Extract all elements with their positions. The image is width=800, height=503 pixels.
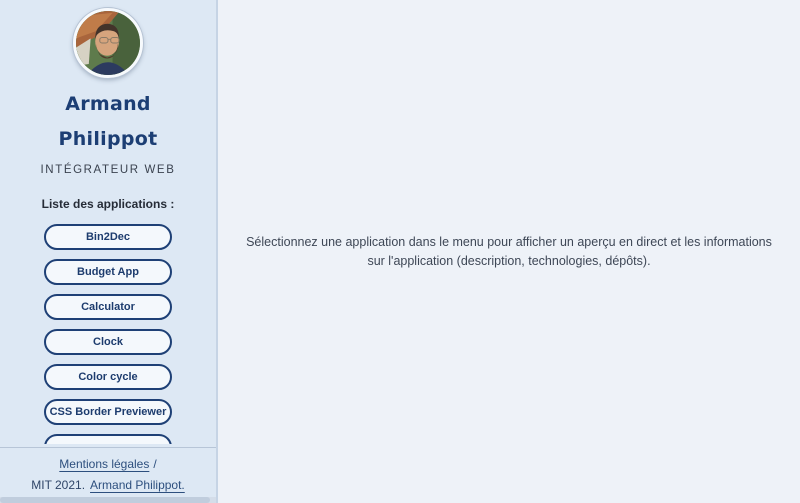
legal-line (0, 457, 216, 471)
main-panel (218, 0, 800, 503)
app-button[interactable]: CSS Border Previewer (44, 399, 172, 425)
license-text: MIT 2021. (31, 478, 86, 492)
app-button[interactable]: Clock (44, 329, 172, 355)
horizontal-scrollbar[interactable] (0, 497, 216, 503)
sidebar-footer (0, 447, 216, 503)
avatar (73, 8, 143, 78)
sidebar (0, 0, 218, 503)
profile-first-name: Armand (65, 93, 151, 115)
license-line (0, 478, 216, 492)
apps-list-heading: Liste des applications : (41, 197, 175, 211)
app-button-partial[interactable] (44, 434, 172, 444)
apps-nav (44, 224, 172, 444)
app-button-partial-pill[interactable] (44, 434, 172, 444)
app-button[interactable]: Calculator (44, 294, 172, 320)
avatar-portrait-image (76, 11, 140, 75)
app-button[interactable]: Bin2Dec (44, 224, 172, 250)
profile-last-name: Philippot (58, 128, 158, 150)
profile-name (58, 87, 157, 157)
app-button[interactable]: Budget App (44, 259, 172, 285)
legal-separator: / (153, 457, 157, 471)
horizontal-scrollbar-thumb[interactable] (0, 497, 210, 503)
profile-job-title: INTÉGRATEUR WEB (40, 164, 176, 176)
app-button[interactable]: Color cycle (44, 364, 172, 390)
author-link[interactable]: Armand Philippot. (90, 478, 185, 492)
placeholder-message: Sélectionnez une application dans le menu pour afficher un aperçu en direct et les informations sur l'application (description, technologies, dépôts). (246, 234, 772, 268)
legal-link[interactable]: Mentions légales (59, 457, 150, 471)
